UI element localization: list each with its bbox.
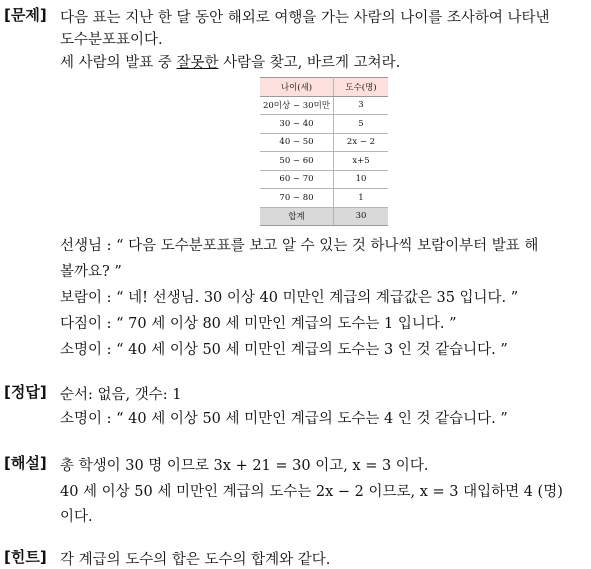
explanation-line-2: 40 세 이상 50 세 미만인 계급의 도수는 2x − 2 이므로, x = 3 대입하면 4 (명) — [60, 484, 563, 500]
table-cell-range: 20이상 ~ 30미만 — [260, 96, 334, 115]
dialogue-teacher-line-1: 선생님 : “ 다음 도수분포표를 보고 알 수 있는 것 하나씩 보람이부터 발표 해 — [60, 238, 539, 254]
table-cell-count: 10 — [334, 170, 389, 189]
table-cell-count: 3 — [334, 96, 389, 115]
table-cell-range: 60 ~ 70 — [260, 170, 334, 189]
table-row — [260, 115, 388, 134]
hint-line-1: 각 계급의 도수의 합은 도수의 합계와 같다. — [60, 552, 331, 568]
table-cell-count: 5 — [334, 115, 389, 134]
table-row — [260, 152, 388, 171]
answer-line-2: 소명이 : “ 40 세 이상 50 세 미만인 계급의 도수는 4 인 것 같습니다. ” — [60, 411, 508, 427]
table-cell-range: 40 ~ 50 — [260, 133, 334, 152]
table-cell-count: 2x − 2 — [334, 133, 389, 152]
dialogue-teacher-line-2: 볼까요? ” — [60, 264, 122, 280]
problem-line-3 — [60, 51, 400, 72]
explanation-tag: [해설] — [4, 454, 47, 472]
table-row — [260, 96, 388, 115]
dialogue-boram: 보람이 : “ 네! 선생님. 30 이상 40 미만인 계급의 계급값은 35 입니다. ” — [60, 290, 519, 306]
table-cell-range: 70 ~ 80 — [260, 189, 334, 208]
problem-underlined-word: 잘못한 — [176, 55, 219, 71]
problem-line-3-post: 사람을 찾고, 바르게 고쳐라. — [218, 55, 401, 71]
table-header-count: 도수(명) — [334, 78, 389, 97]
table-total-row — [260, 207, 388, 226]
table-row — [260, 133, 388, 152]
table-cell-range: 30 ~ 40 — [260, 115, 334, 134]
frequency-table — [260, 77, 388, 226]
hint-tag: [힌트] — [4, 548, 47, 566]
table-total-value: 30 — [334, 207, 389, 226]
problem-line-2: 도수분포표이다. — [60, 32, 163, 48]
problem-line-3-pre: 세 사람의 발표 중 — [60, 55, 177, 71]
problem-tag: [문제] — [4, 6, 47, 24]
problem-line-1: 다음 표는 지난 한 달 동안 해외로 여행을 가는 사람의 나이를 조사하여 나타낸 — [60, 10, 550, 26]
dialogue-dajim: 다짐이 : “ 70 세 이상 80 세 미만인 계급의 도수는 1 입니다. ” — [60, 316, 457, 332]
table-total-label: 합계 — [260, 207, 334, 226]
answer-line-1: 순서: 없음, 갯수: 1 — [60, 387, 182, 403]
table-cell-count: x+5 — [334, 152, 389, 171]
answer-tag: [정답] — [4, 383, 47, 401]
table-row — [260, 170, 388, 189]
table-header-row — [260, 78, 388, 97]
table-cell-range: 50 ~ 60 — [260, 152, 334, 171]
explanation-line-3: 이다. — [60, 509, 93, 525]
dialogue-somyeong: 소명이 : “ 40 세 이상 50 세 미만인 계급의 도수는 3 인 것 같습니다. ” — [60, 342, 508, 358]
table-header-age: 나이(세) — [260, 78, 334, 97]
table-cell-count: 1 — [334, 189, 389, 208]
explanation-line-1: 총 학생이 30 명 이므로 3x + 21 = 30 이고, x = 3 이다. — [60, 458, 429, 474]
table-row — [260, 189, 388, 208]
